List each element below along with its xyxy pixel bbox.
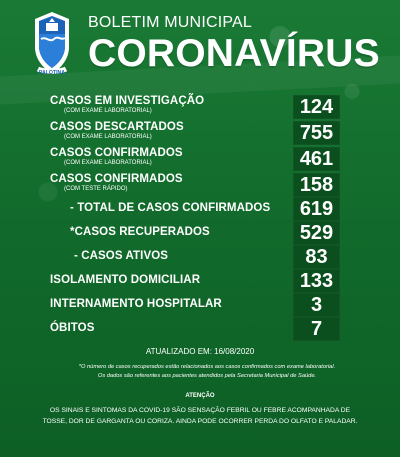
metric-row-hospitalization — [50, 293, 340, 317]
metric-row-deaths — [50, 317, 340, 341]
municipal-crest-icon — [30, 10, 74, 78]
attention-line-2: TOSSE, DOR DE GARGANTA OU CORIZA. AINDA PODE OCORRER PERDA DO OLFATO E PALADAR. — [42, 418, 358, 426]
attention-title: ATENÇÃO — [185, 393, 215, 399]
metric-row-confirmed-lab — [50, 147, 340, 171]
metric-label: CASOS EM INVESTIGAÇÃO — [50, 95, 205, 107]
metric-row-investigation — [50, 95, 340, 119]
metric-row-recovered — [50, 221, 340, 245]
metric-label: ÓBITOS — [50, 322, 95, 334]
bulletin-title: CORONAVÍRUS — [88, 32, 380, 75]
attention-text — [24, 405, 376, 427]
metric-row-discarded — [50, 121, 340, 145]
metric-label: CASOS DESCARTADOS — [50, 121, 184, 133]
metric-label: - CASOS ATIVOS — [74, 250, 169, 262]
metric-label: *CASOS RECUPERADOS — [70, 226, 210, 238]
footnotes — [48, 363, 366, 381]
metric-sublabel: (COM EXAME LABORATORIAL) — [64, 134, 152, 140]
metric-row-home-isolation — [50, 269, 340, 293]
metric-value-box: 3 — [293, 293, 340, 317]
footnote-line-1: *O número de casos recuperados estão relacionados aos casos confirmados com exame laboratorial. — [78, 364, 336, 370]
footnote-line-2: Os dados são referentes aos pacientes atendidos pela Secretaria Municipal de Saúde. — [97, 372, 317, 379]
updated-date: ATUALIZADO EM: 16/08/2020 — [145, 347, 255, 356]
metric-sublabel: (COM EXAME LABORATORIAL) — [64, 160, 152, 166]
metric-label: INTERNAMENTO HOSPITALAR — [50, 298, 222, 310]
metric-row-total-confirmed — [50, 197, 340, 221]
metric-value-box: 7 — [293, 317, 340, 341]
metric-value-box: 619 — [293, 197, 340, 221]
metric-label: - TOTAL DE CASOS CONFIRMADOS — [70, 202, 271, 214]
metric-label: CASOS CONFIRMADOS — [50, 173, 183, 185]
metric-row-confirmed-rapid — [50, 173, 340, 197]
metric-value-box: 83 — [293, 245, 340, 269]
metric-label: ISOLAMENTO DOMICILIAR — [50, 274, 201, 286]
metric-value-box: 124 — [293, 95, 340, 119]
metric-value-box: 461 — [293, 147, 340, 171]
attention-line-1: OS SINAIS E SINTOMAS DA COVID-19 SÃO SENSAÇÃO FEBRIL OU FEBRE ACOMPANHADA DE — [49, 407, 351, 414]
metric-row-active — [50, 245, 340, 269]
metric-label: CASOS CONFIRMADOS — [50, 147, 183, 159]
svg-text:PALOTINA: PALOTINA — [38, 70, 66, 76]
metric-sublabel: (COM EXAME LABORATORIAL) — [64, 108, 152, 114]
metric-value-box: 158 — [293, 173, 340, 197]
metric-sublabel: (COM TESTE RÁPIDO) — [64, 186, 128, 192]
metric-value-box: 755 — [293, 121, 340, 145]
metric-value-box: 133 — [293, 269, 340, 293]
header — [30, 10, 380, 82]
metric-value-box: 529 — [293, 221, 340, 245]
bulletin-subtitle: BOLETIM MUNICIPAL — [88, 14, 253, 31]
